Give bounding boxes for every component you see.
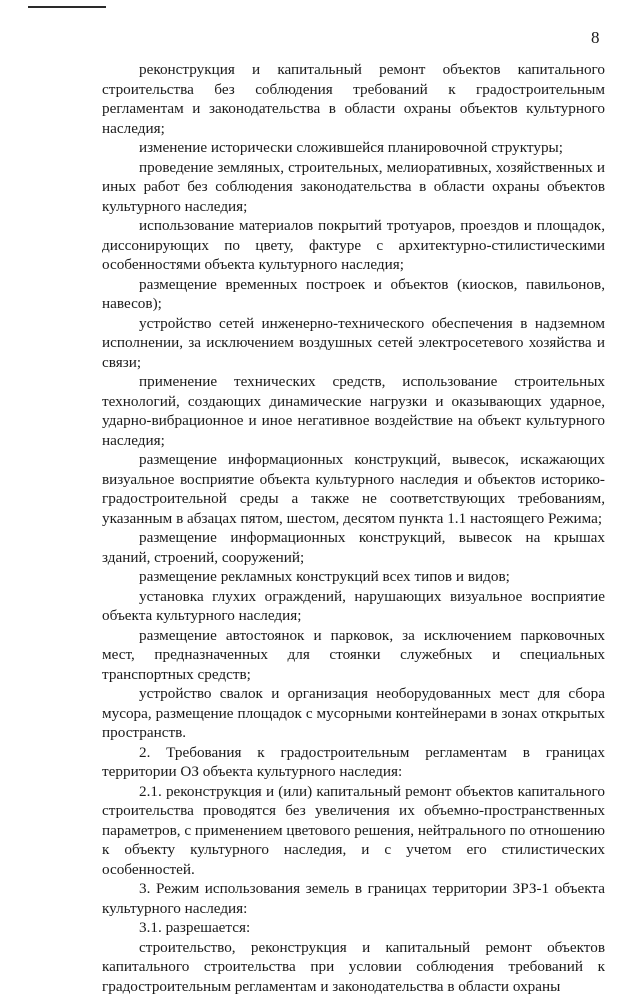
paragraph: изменение исторически сложившейся планировочной структуры; [102,138,605,158]
paragraph: 2.1. реконструкция и (или) капитальный ремонт объектов капитального строительства проводятся без увеличения их объемно-пространственных параметров, с применением цветового решения, нейтрального по отношению к объекту культурного наследия, и с учетом его стилистических особенностей. [102,782,605,880]
paragraph: размещение рекламных конструкций всех типов и видов; [102,567,605,587]
section-heading-2: 2. Требования к градостроительным регламентам в границах территории ОЗ объекта культурного наследия: [102,743,605,782]
paragraph: использование материалов покрытий тротуаров, проездов и площадок, диссонирующих по цвету, фактуре с архитектурно-стилистическими особенностями объекта культурного наследия; [102,216,605,275]
subsection-heading-3-1: 3.1. разрешается: [102,918,605,938]
paragraph: размещение временных построек и объектов (киосков, павильонов, навесов); [102,275,605,314]
paragraph: размещение информационных конструкций, вывесок, искажающих визуальное восприятие объекта культурного наследия и объектов историко-градостроительной среды а также не соответствующих требованиям, указанным в абзацах пятом, шестом, десятом пункта 1.1 настоящего Режима; [102,450,605,528]
paragraph: применение технических средств, использование строительных технологий, создающих динамические нагрузки и оказывающих ударное, ударно-вибрационное и иное негативное воздействие на объект культурного наследия; [102,372,605,450]
paragraph: проведение земляных, строительных, мелиоративных, хозяйственных и иных работ без соблюдения законодательства в области охраны объектов культурного наследия; [102,158,605,217]
top-rule-line [28,6,106,8]
paragraph: установка глухих ограждений, нарушающих визуальное восприятие объекта культурного наследия; [102,587,605,626]
page-number: 8 [591,28,600,48]
section-heading-3: 3. Режим использования земель в границах территории ЗРЗ-1 объекта культурного наследия: [102,879,605,918]
paragraph: устройство свалок и организация необорудованных мест для сбора мусора, размещение площадок с мусорными контейнерами в зонах открытых пространств. [102,684,605,743]
document-body [102,60,605,996]
paragraph: реконструкция и капитальный ремонт объектов капитального строительства без соблюдения требований к градостроительным регламентам и законодательства в области охраны объектов культурного наследия; [102,60,605,138]
paragraph: строительство, реконструкция и капитальный ремонт объектов капитального строительства при условии соблюдения требований к градостроительным регламентам и законодательства в области охраны [102,938,605,996]
paragraph: устройство сетей инженерно-технического обеспечения в надземном исполнении, за исключением воздушных сетей электросетевого хозяйства и связи; [102,314,605,373]
paragraph: размещение информационных конструкций, вывесок на крышах зданий, строений, сооружений; [102,528,605,567]
paragraph: размещение автостоянок и парковок, за исключением парковочных мест, предназначенных для стоянки служебных и специальных транспортных средств; [102,626,605,685]
